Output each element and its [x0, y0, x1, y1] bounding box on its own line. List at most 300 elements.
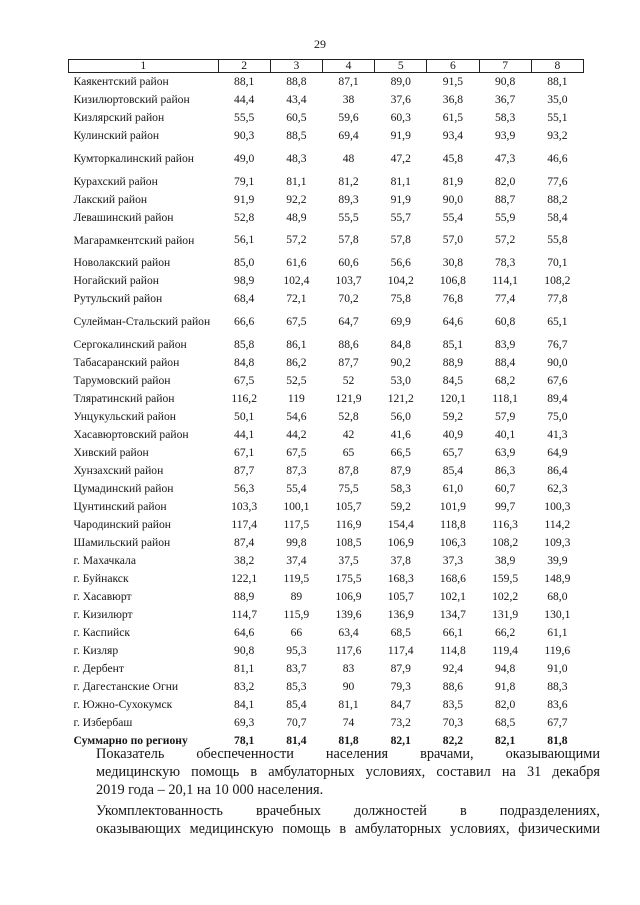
table-cell-value: 88,9 [442, 355, 464, 369]
table-cell-value: 117,4 [387, 643, 414, 657]
table-cell-value: 92,4 [442, 661, 464, 675]
table-cell-value: 44,4 [234, 92, 255, 106]
table-cell-value: 99,8 [286, 535, 307, 549]
table-cell-value: 114,1 [492, 273, 518, 287]
column-header: 5 [375, 60, 427, 73]
table-row [69, 191, 584, 209]
table-cell-value: 37,3 [442, 553, 464, 567]
table-cell-value: 88,1 [234, 74, 255, 88]
table-cell-value: 52,8 [234, 210, 255, 224]
table-cell-value: 87,7 [234, 463, 255, 477]
table-cell-value: 81,1 [390, 174, 411, 188]
table-cell-value: 67,5 [286, 314, 307, 328]
table-cell-value: 103,3 [231, 499, 258, 513]
table-cell-value: 134,7 [439, 607, 466, 621]
district-name: Шамильский район [73, 535, 171, 549]
table-cell-value: 91,8 [494, 679, 516, 693]
table-row [69, 408, 584, 426]
table-cell-value: 119 [287, 391, 305, 405]
table-cell-value: 37,4 [286, 553, 307, 567]
table-cell-value: 68,4 [234, 291, 255, 305]
table-row [69, 254, 584, 272]
table-cell-value: 59,2 [390, 499, 411, 513]
table-cell-value: 56,0 [390, 409, 411, 423]
table-cell-value: 81,2 [338, 174, 359, 188]
table-cell-value: 63,9 [494, 445, 516, 459]
paragraph-line: оказывающих медицинскую помощь в амбулаторных условиях, физическими [96, 821, 600, 837]
table-cell-value: 56,6 [390, 255, 411, 269]
table-cell-value: 41,3 [547, 427, 568, 441]
table-cell-value: 93,4 [442, 128, 464, 142]
district-name: Хивский район [73, 445, 149, 459]
table-cell-value: 131,9 [492, 607, 519, 621]
table-cell-value: 60,3 [390, 110, 411, 124]
table-cell-value: 79,1 [234, 174, 255, 188]
table-cell-value: 67,7 [547, 715, 568, 729]
table-row [69, 109, 584, 127]
district-name: Каякентский район [73, 74, 169, 88]
table-row [69, 372, 584, 390]
table-cell-value: 67,5 [286, 445, 307, 459]
table-cell-value: 55,5 [338, 210, 359, 224]
column-header: 6 [427, 60, 479, 73]
table-cell-value: 95,3 [286, 643, 307, 657]
district-name: Курахский район [73, 174, 158, 188]
table-cell-value: 64,9 [547, 445, 568, 459]
table-row [69, 660, 584, 678]
table-cell-value: 93,9 [494, 128, 516, 142]
table-cell-value: 105,7 [335, 499, 362, 513]
table-cell-value: 102,2 [492, 589, 519, 603]
table-cell-value: 54,6 [286, 409, 307, 423]
table-cell-value: 57,9 [494, 409, 516, 423]
table-cell-value: 90,8 [494, 74, 516, 88]
table-row [69, 534, 584, 552]
table-cell-value: 69,4 [338, 128, 359, 142]
table-cell-value: 139,6 [335, 607, 362, 621]
column-header: 2 [218, 60, 270, 73]
table-row [69, 272, 584, 290]
table-cell-value: 48 [342, 151, 355, 165]
table-row [69, 480, 584, 498]
table-cell-value: 81,1 [234, 661, 255, 675]
table-cell-value: 67,5 [234, 373, 255, 387]
table-row [69, 354, 584, 372]
table-cell-value: 75,5 [338, 481, 359, 495]
district-name: Сергокалинский район [73, 337, 187, 351]
table-cell-value: 81,1 [338, 697, 359, 711]
table-cell-value: 70,1 [547, 255, 568, 269]
table-cell-value: 119,6 [544, 643, 571, 657]
table-cell-value: 119,4 [492, 643, 518, 657]
table-cell-value: 104,2 [387, 273, 414, 287]
table-cell-value: 108,5 [335, 535, 362, 549]
table-row [69, 173, 584, 191]
table-cell-value: 65 [342, 445, 355, 459]
table-cell-value: 65,1 [547, 314, 568, 328]
table-cell-value: 175,5 [335, 571, 362, 585]
table-cell-value: 81,9 [442, 174, 464, 188]
table-cell-value: 89 [290, 589, 303, 603]
district-name: Кулинский район [73, 128, 160, 142]
table-cell-value: 64,6 [442, 314, 464, 328]
district-name: Лакский район [73, 192, 148, 206]
table-cell-value: 75,8 [390, 291, 411, 305]
table-cell-value: 87,9 [390, 463, 411, 477]
district-name: г. Кизилюрт [73, 607, 133, 621]
table-cell-value: 91,9 [234, 192, 255, 206]
district-name: Кумторкалинский район [73, 152, 194, 165]
table-cell-value: 40,1 [494, 427, 516, 441]
table-cell-value: 62,3 [547, 481, 568, 495]
table-cell-value: 61,6 [286, 255, 307, 269]
table-cell-value: 92,2 [286, 192, 307, 206]
table-cell-value: 88,2 [547, 192, 568, 206]
table-row [69, 145, 584, 173]
table-cell-value: 86,4 [547, 463, 568, 477]
table-cell-value: 86,3 [494, 463, 516, 477]
table-cell-value: 84,1 [234, 697, 255, 711]
table-cell-value: 116,2 [231, 391, 257, 405]
table-cell-value: 89,0 [390, 74, 411, 88]
column-header: 3 [270, 60, 322, 73]
table-cell-value: 88,3 [547, 679, 568, 693]
table-cell-value: 72,1 [286, 291, 307, 305]
data-table [68, 59, 584, 750]
district-name: Сулейман-Стальский район [73, 315, 211, 328]
table-row [69, 91, 584, 109]
table-cell-value: 70,7 [286, 715, 307, 729]
table-cell-value: 30,8 [442, 255, 464, 269]
table-cell-value: 44,1 [234, 427, 255, 441]
district-name: г. Дагестанские Огни [73, 679, 179, 693]
district-name: Чародинский район [73, 517, 171, 531]
table-cell-value: 106,3 [439, 535, 466, 549]
table-cell-value: 86,1 [286, 337, 307, 351]
table-cell-value: 100,3 [544, 499, 571, 513]
table-cell-value: 61,1 [547, 625, 568, 639]
table-cell-value: 122,1 [231, 571, 258, 585]
table-cell-value: 81,1 [286, 174, 307, 188]
table-cell-value: 91,9 [390, 128, 411, 142]
table-cell-value: 91,5 [442, 74, 464, 88]
table-cell-value: 88,4 [494, 355, 516, 369]
table-row [69, 696, 584, 714]
table-cell-value: 50,1 [234, 409, 255, 423]
table-cell-value: 154,4 [387, 517, 414, 531]
table-cell-value: 84,7 [390, 697, 411, 711]
table-cell-value: 109,3 [544, 535, 571, 549]
table-cell-value: 85,3 [286, 679, 307, 693]
column-header: 4 [322, 60, 374, 73]
table-cell-value: 57,0 [442, 233, 464, 246]
table-cell-value: 88,6 [338, 337, 359, 351]
paragraph-physician-provision [96, 745, 600, 799]
table-cell-value: 76,8 [442, 291, 464, 305]
table-cell-value: 65,7 [442, 445, 464, 459]
table-cell-value: 85,8 [234, 337, 255, 351]
table-row [69, 462, 584, 480]
table-cell-value: 49,0 [234, 151, 255, 165]
table-cell-value: 48,9 [286, 210, 307, 224]
table-row [69, 426, 584, 444]
district-name: г. Избербаш [73, 715, 133, 729]
district-name: Унцукульский район [73, 409, 176, 423]
table-cell-value: 42 [342, 427, 355, 441]
table-cell-value: 47,2 [390, 151, 411, 165]
district-name: Тарумовский район [73, 373, 171, 387]
table-cell-value: 79,3 [390, 679, 411, 693]
table-cell-value: 69,9 [390, 314, 411, 328]
table-cell-value: 168,3 [387, 571, 414, 585]
table-cell-value: 89,4 [547, 391, 568, 405]
district-name: г. Кизляр [73, 643, 119, 657]
table-cell-value: 82,0 [494, 697, 516, 711]
table-cell-value: 91,0 [547, 661, 568, 675]
table-cell-value: 85,1 [442, 337, 464, 351]
table-cell-value: 117,5 [283, 517, 310, 531]
table-row [69, 588, 584, 606]
table-cell-value: 106,9 [335, 589, 362, 603]
district-name: г. Махачкала [73, 553, 136, 567]
table-cell-value: 38,2 [234, 553, 255, 567]
table-cell-value: 83,6 [547, 697, 568, 711]
table-cell-value: 87,7 [338, 355, 359, 369]
table-cell-value: 59,6 [338, 110, 359, 124]
table-cell-value: 67,6 [547, 373, 568, 387]
table-cell-value: 78,3 [494, 255, 516, 269]
table-cell-value: 36,7 [494, 92, 516, 106]
table-cell-value: 102,4 [283, 273, 310, 287]
page-number: 29 [314, 37, 326, 51]
district-name: г. Каспийск [73, 625, 131, 639]
table-cell-value: 60,6 [338, 255, 359, 269]
table-cell-value: 108,2 [544, 273, 571, 287]
table-row [69, 290, 584, 308]
table-cell-value: 68,2 [494, 373, 516, 387]
table-cell-value: 38 [342, 92, 355, 106]
table-cell-value: 55,8 [547, 233, 568, 246]
table-cell-value: 41,6 [390, 427, 411, 441]
table-row [69, 73, 584, 91]
district-name: Кизлярский район [73, 110, 165, 124]
table-cell-value: 108,2 [492, 535, 519, 549]
table-cell-value: 60,5 [286, 110, 307, 124]
table-cell-value: 87,4 [234, 535, 255, 549]
table-cell-value: 98,9 [234, 273, 255, 287]
district-name: Тляратинский район [73, 391, 175, 405]
table-cell-value: 106,8 [439, 273, 466, 287]
table-cell-value: 88,1 [547, 74, 568, 88]
table-cell-value: 83,7 [286, 661, 307, 675]
table-cell-value: 55,4 [442, 210, 464, 224]
district-name: Цунтинский район [73, 499, 167, 513]
district-name: Ногайский район [73, 273, 160, 287]
total-label: Суммарно по региону [73, 733, 188, 747]
table-row [69, 390, 584, 408]
table-cell-value: 61,0 [442, 481, 464, 495]
table-cell-value: 58,3 [494, 110, 516, 124]
table-row [69, 209, 584, 227]
table-cell-value: 90,0 [442, 192, 464, 206]
table-cell-value: 57,2 [494, 233, 516, 246]
district-name: Табасаранский район [73, 355, 180, 369]
table-cell-value: 101,9 [439, 499, 466, 513]
district-name: Левашинский район [73, 210, 174, 224]
table-row [69, 516, 584, 534]
table-cell-value: 36,8 [442, 92, 464, 106]
table-cell-value: 57,8 [338, 233, 359, 246]
table-cell-value: 57,2 [286, 233, 307, 246]
table-cell-value: 90,2 [390, 355, 411, 369]
table-cell-value: 66,1 [442, 625, 464, 639]
table-cell-value: 60,7 [494, 481, 516, 495]
table-cell-value: 116,9 [335, 517, 362, 531]
table-row [69, 127, 584, 145]
table-cell-value: 121,9 [335, 391, 362, 405]
table-cell-value: 70,3 [442, 715, 464, 729]
table-cell-value: 37,6 [390, 92, 411, 106]
table-row [69, 570, 584, 588]
table-cell-value: 78,1 [234, 733, 255, 747]
table-cell-value: 35,0 [547, 92, 568, 106]
table-header-row [69, 60, 584, 73]
table-cell-value: 43,4 [286, 92, 307, 106]
table-cell-value: 88,7 [494, 192, 516, 206]
table-cell-value: 84,8 [234, 355, 255, 369]
district-name: Новолакский район [73, 255, 171, 269]
table-cell-value: 52,8 [338, 409, 359, 423]
table-cell-value: 90,8 [234, 643, 255, 657]
table-cell-value: 66,2 [494, 625, 516, 639]
table-cell-value: 88,8 [286, 74, 307, 88]
table-cell-value: 82,0 [494, 174, 516, 188]
table-cell-value: 70,2 [338, 291, 359, 305]
district-name: г. Хасавюрт [73, 589, 132, 603]
table-row [69, 336, 584, 354]
table-cell-value: 121,2 [387, 391, 414, 405]
table-cell-value: 55,9 [494, 210, 516, 224]
table-cell-value: 100,1 [283, 499, 310, 513]
table-cell-value: 68,5 [494, 715, 516, 729]
table-cell-value: 73,2 [390, 715, 411, 729]
table-cell-value: 64,6 [234, 625, 255, 639]
table-cell-value: 87,3 [286, 463, 307, 477]
table-cell-value: 118,8 [440, 517, 466, 531]
table-cell-value: 55,1 [547, 110, 568, 124]
table-cell-value: 130,1 [544, 607, 571, 621]
table-cell-value: 60,8 [494, 314, 516, 328]
table-cell-value: 52,5 [286, 373, 307, 387]
district-name: Хунзахский район [73, 463, 164, 477]
table-cell-value: 57,8 [390, 233, 411, 246]
table-row [69, 552, 584, 570]
table-cell-value: 66,6 [234, 314, 255, 328]
table-row [69, 642, 584, 660]
table-cell-value: 84,8 [390, 337, 411, 351]
table-cell-value: 88,5 [286, 128, 307, 142]
table-cell-value: 82,1 [494, 733, 516, 747]
table-cell-value: 85,4 [442, 463, 464, 477]
table-row [69, 624, 584, 642]
table-cell-value: 83,9 [494, 337, 516, 351]
table-cell-value: 40,9 [442, 427, 464, 441]
table-cell-value: 99,7 [494, 499, 516, 513]
table-cell-value: 114,7 [231, 607, 257, 621]
table-cell-value: 77,8 [547, 291, 568, 305]
table-cell-value: 82,1 [390, 733, 411, 747]
table-cell-value: 68,0 [547, 589, 568, 603]
table-cell-value: 90,3 [234, 128, 255, 142]
table-cell-value: 148,9 [544, 571, 571, 585]
table-cell-value: 90,0 [547, 355, 568, 369]
table-cell-value: 47,3 [494, 151, 516, 165]
table-cell-value: 81,8 [338, 733, 359, 747]
table-cell-value: 55,5 [234, 110, 255, 124]
table-cell-value: 82,2 [442, 733, 464, 747]
table-cell-value: 120,1 [439, 391, 466, 405]
table-cell-value: 56,1 [234, 233, 255, 246]
table-row [69, 678, 584, 696]
paragraph-line: Показатель обеспеченности населения врачами, оказывающими [96, 746, 600, 762]
table-cell-value: 87,1 [338, 74, 359, 88]
table-cell-value: 39,9 [547, 553, 568, 567]
table-cell-value: 115,9 [283, 607, 310, 621]
paragraph-line: 2019 года – 20,1 на 10 000 населения. [96, 782, 324, 798]
table-cell-value: 61,5 [442, 110, 464, 124]
column-header: 7 [479, 60, 531, 73]
table-cell-value: 56,3 [234, 481, 255, 495]
table-cell-value: 59,2 [442, 409, 464, 423]
table-cell-value: 37,8 [390, 553, 411, 567]
column-header: 8 [531, 60, 583, 73]
table-cell-value: 117,6 [335, 643, 362, 657]
table-cell-value: 93,2 [547, 128, 568, 142]
table-cell-value: 105,7 [387, 589, 414, 603]
table-cell-value: 74 [342, 715, 355, 729]
table-cell-value: 69,3 [234, 715, 255, 729]
paragraph-line: Укомплектованность врачебных должностей в подразделениях, [96, 803, 600, 819]
table-cell-value: 68,5 [390, 625, 411, 639]
table-cell-value: 159,5 [492, 571, 519, 585]
table-row [69, 498, 584, 516]
district-name: г. Южно-Сухокумск [73, 697, 173, 711]
table-cell-value: 83,2 [234, 679, 255, 693]
table-cell-value: 117,4 [231, 517, 257, 531]
table-cell-value: 55,4 [286, 481, 307, 495]
table-cell-value: 87,9 [390, 661, 411, 675]
paragraph-line: медицинскую помощь в амбулаторных условиях, составил на 31 декабря [96, 764, 600, 780]
table-cell-value: 84,5 [442, 373, 464, 387]
table-cell-value: 85,0 [234, 255, 255, 269]
table-cell-value: 136,9 [387, 607, 414, 621]
table-body [69, 73, 584, 750]
table-cell-value: 90 [342, 679, 355, 693]
table-row [69, 606, 584, 624]
table-cell-value: 86,2 [286, 355, 307, 369]
district-name: Магарамкентский район [73, 233, 195, 247]
table-cell-value: 37,5 [338, 553, 359, 567]
table-cell-value: 76,7 [547, 337, 568, 351]
table-cell-value: 44,2 [286, 427, 307, 441]
table-row [69, 227, 584, 254]
table-cell-value: 38,9 [494, 553, 516, 567]
table-cell-value: 114,2 [544, 517, 571, 531]
table-cell-value: 116,3 [492, 517, 518, 531]
table-cell-value: 89,3 [338, 192, 359, 206]
table-cell-value: 85,4 [286, 697, 307, 711]
table-cell-value: 102,1 [439, 589, 466, 603]
